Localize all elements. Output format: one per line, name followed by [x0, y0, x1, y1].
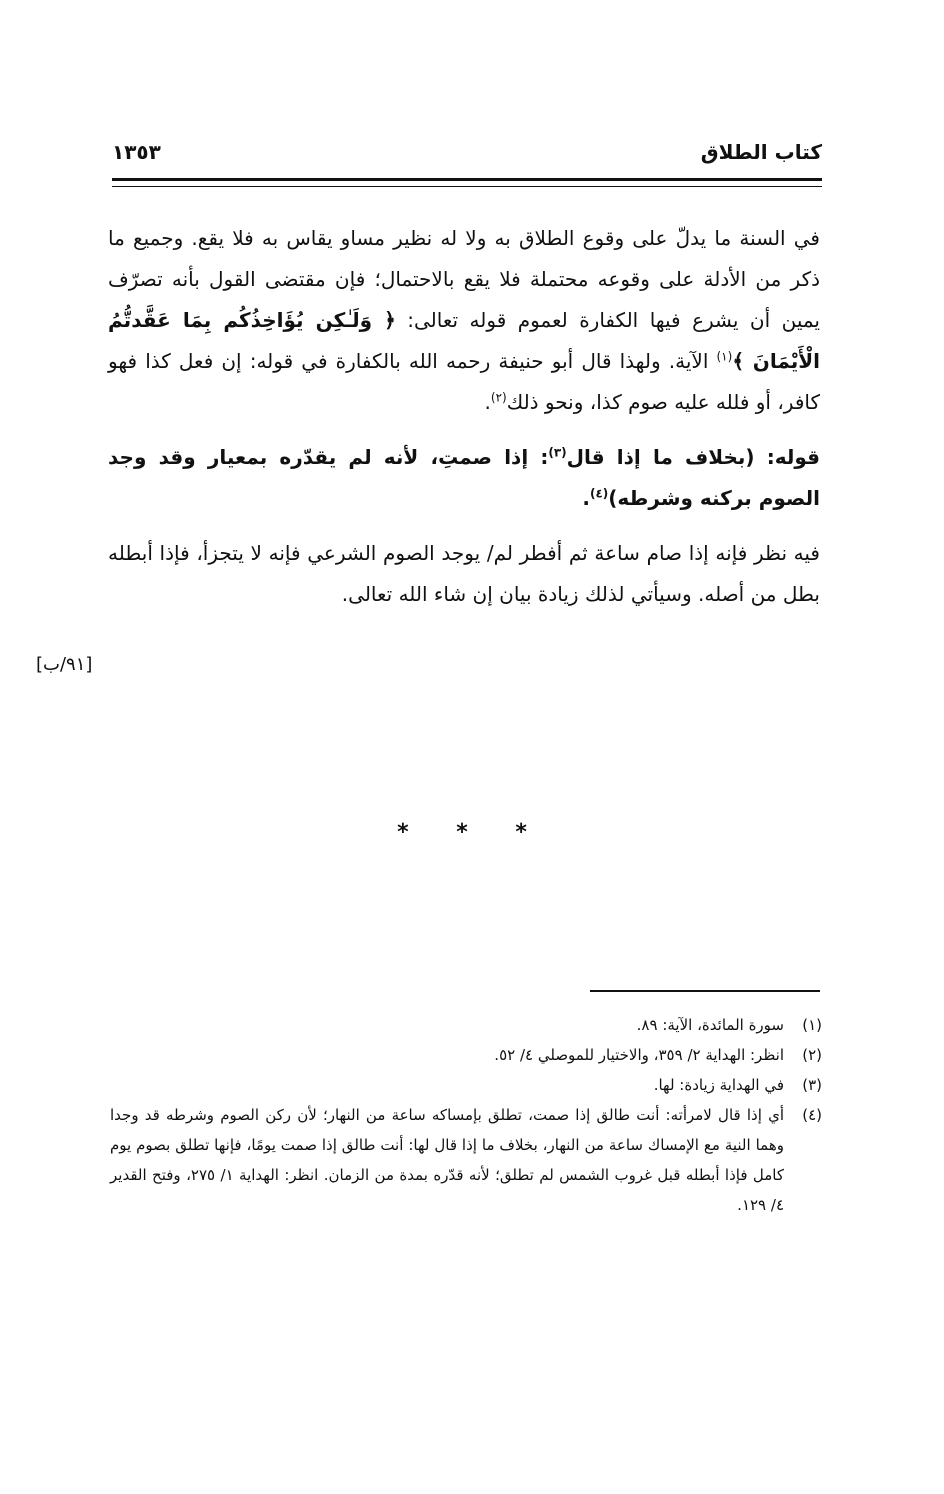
footnote-number: (١) — [802, 1016, 822, 1034]
footnote-number: (٣) — [802, 1076, 822, 1094]
footnote-ref-2: (٢) — [490, 390, 507, 405]
paragraph-1-text-a: في السنة ما يدلّ على وقوع الطلاق به ولا له نظير مساو يقاس به فلا يقع. وجميع ما ذكر من الأدلة على وقوعه محتملة فلا يقع بالاحتمال؛ فإن مقتضى القول بأنه تصرّف يمين أن يشرع فيها الكفارة لعموم قوله تعالى: — [108, 226, 820, 332]
footnote-ref-3: (٣) — [548, 445, 567, 460]
main-text — [108, 218, 820, 629]
footnote-item — [110, 1040, 822, 1070]
footnote-item — [110, 1100, 822, 1220]
footnote-item — [110, 1010, 822, 1040]
header-rule-thick — [112, 178, 822, 181]
footnote-number: (٤) — [802, 1106, 822, 1124]
paragraph-1-text-c: . — [484, 390, 491, 414]
paragraph-2-text-c: . — [582, 486, 590, 510]
running-header — [112, 140, 822, 172]
section-separator: * * * — [397, 820, 547, 845]
paragraph-2 — [108, 437, 820, 519]
footnote-ref-1: (١) — [716, 349, 733, 364]
footnote-number: (٢) — [802, 1046, 822, 1064]
paragraph-3 — [108, 533, 820, 615]
page-number: ١٣٥٣ — [112, 140, 161, 164]
footnote-text: انظر: الهداية ٢/ ٣٥٩، والاختيار للموصلي ٤/ ٥٢. — [494, 1046, 784, 1064]
footnote-text: أي إذا قال لامرأته: أنت طالق إذا صمت، تطلق بإمساكه ساعة من النهار؛ لأن ركن الصوم وشرطه قد وجدا وهما النية مع الإمساك ساعة من النهار، بخلاف ما إذا قال لها: أنت طالق إذا صمت يومًا، فإنها تطلق بصوم يوم كامل فإذا أبطله قبل غروب الشمس لم تطلق؛ لأنه قدّره بمدة من الزمان. انظر: الهداية ١/ ٢٧٥، وفتح القدير ٤/ ١٢٩. — [110, 1106, 784, 1214]
paragraph-2-text-b: : إذا صمتِ، لأنه لم يقدّره بمعيار وقد وجد الصوم بركنه وشرطه) — [108, 445, 820, 510]
paragraph-2-text-a: قوله: (بخلاف ما إذا قال — [566, 445, 820, 469]
footnote-text: سورة المائدة، الآية: ٨٩. — [636, 1016, 784, 1034]
footnote-rule — [590, 990, 820, 992]
manuscript-folio-ref: [٩١/ب] — [36, 654, 93, 675]
chapter-title: كتاب الطلاق — [700, 140, 822, 164]
quran-quote: ﴿ وَلَـٰكِن يُؤَاخِذُكُم بِمَا عَقَّدتُّمُ الْأَيْمَانَ ﴾ — [108, 308, 820, 373]
paragraph-3-text: فيه نظر فإنه إذا صام ساعة ثم أفطر لم/ يوجد الصوم الشرعي فإنه لا يتجزأ، فإذا أبطله بطل من أصله. وسيأتي لذلك زيادة بيان إن شاء الله تعالى. — [108, 541, 820, 606]
paragraph-1-text-b: الآية. ولهذا قال أبو حنيفة رحمه الله بالكفارة في قوله: إن فعل كذا فهو كافر، أو فلله عليه صوم كذا، ونحو ذلك — [108, 349, 820, 414]
footnotes — [110, 1010, 822, 1220]
footnote-ref-4: (٤) — [589, 486, 609, 501]
footnote-item — [110, 1070, 822, 1100]
footnote-text: في الهداية زيادة: لها. — [653, 1076, 784, 1094]
header-rule-thin — [112, 186, 822, 187]
paragraph-1 — [108, 218, 820, 423]
